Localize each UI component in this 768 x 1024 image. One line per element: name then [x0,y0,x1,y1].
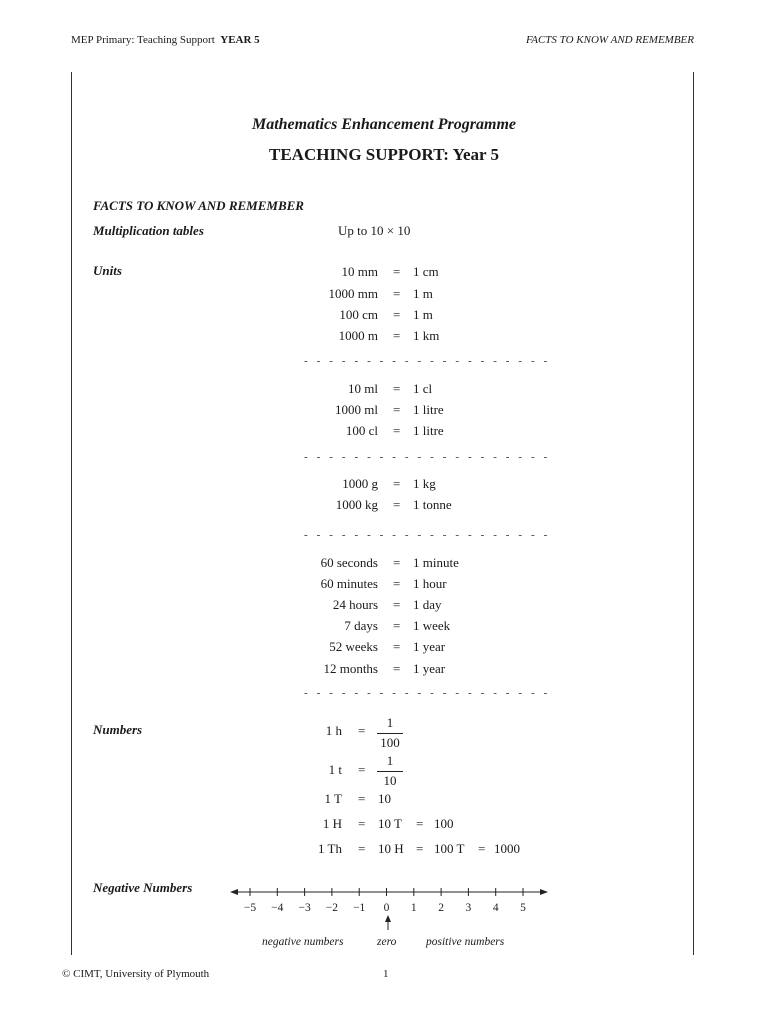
separator: - - - - - - - - - - - - - - - - - - - - [304,529,551,541]
unit-lhs: 52 weeks [329,639,378,654]
place-value-rhs: 10 [378,791,391,806]
multiplication-value: Up to 10 × 10 [338,223,411,238]
unit-eq: = [393,618,401,633]
fraction-numerator: 1 [386,753,394,768]
unit-rhs: 1 m [413,307,433,322]
unit-lhs: 12 months [323,661,378,676]
equals-sign: = [416,816,424,831]
unit-eq: = [393,597,401,612]
number-line [230,882,548,930]
multiplication-label: Multiplication tables [93,223,204,238]
header-series: MEP Primary: Teaching Support [71,34,215,46]
number-line-tick-label: −4 [271,902,284,914]
unit-eq: = [393,639,401,654]
equals-sign: = [358,723,366,738]
unit-lhs: 1000 ml [335,402,378,417]
unit-lhs: 1000 mm [328,286,378,301]
fraction-tenth [377,753,403,789]
page-title: Mathematics Enhancement Programme [251,116,516,133]
unit-rhs: 1 cm [413,264,439,279]
section-heading: FACTS TO KNOW AND REMEMBER [93,198,304,213]
right-arrow-icon [540,889,548,895]
unit-eq: = [393,423,401,438]
separator: - - - - - - - - - - - - - - - - - - - - [304,687,551,699]
units-label: Units [93,263,122,278]
unit-rhs: 1 litre [413,423,444,438]
place-value-lhs: 1 T [324,791,342,806]
header-year: YEAR 5 [220,34,260,46]
number-line-tick-label: −5 [243,902,257,914]
fraction-denominator: 100 [380,735,400,750]
unit-rhs: 1 day [413,597,442,612]
separator: - - - - - - - - - - - - - - - - - - - - [304,451,551,463]
number-line-tick-label: 3 [465,902,472,914]
unit-rhs: 1 year [413,639,446,654]
frame-right-rule [693,72,694,955]
unit-eq: = [393,307,401,322]
unit-lhs: 1000 m [338,328,378,343]
positive-numbers-caption: positive numbers [426,936,505,948]
equals-sign: = [478,841,486,856]
unit-rhs: 1 hour [413,576,447,591]
running-header-right: FACTS TO KNOW AND REMEMBER [525,34,694,46]
fraction-denominator: 10 [383,773,397,788]
unit-eq: = [393,402,401,417]
unit-lhs: 60 minutes [320,576,378,591]
unit-rhs: 1 m [413,286,433,301]
unit-eq: = [393,286,401,301]
place-value-rhs: 100 T [434,841,465,856]
place-value-lhs: 1 Th [318,841,342,856]
fraction-hundredth [377,715,403,751]
equals-sign: = [358,816,366,831]
unit-rhs: 1 kg [413,476,436,491]
equals-sign: = [416,841,424,856]
unit-lhs: 1000 kg [335,497,378,512]
unit-rhs: 1 cl [413,381,433,396]
unit-lhs: 7 days [344,618,378,633]
zero-caption: zero [377,936,397,948]
fraction-bar [377,733,403,734]
unit-lhs: 10 mm [341,264,378,279]
unit-rhs: 1 tonne [413,497,452,512]
running-header-left [71,34,260,46]
unit-eq: = [393,476,401,491]
unit-lhs: 10 ml [348,381,378,396]
place-value-rhs: 1000 [494,841,520,856]
up-arrow-icon [385,915,391,922]
number-line-tick-label: 5 [520,902,526,914]
separator: - - - - - - - - - - - - - - - - - - - - [304,355,551,367]
place-value-lhs: 1 h [325,723,342,738]
numbers-label: Numbers [93,722,143,737]
number-line-tick-label: −1 [353,902,366,914]
unit-rhs: 1 litre [413,402,444,417]
unit-lhs: 100 cl [345,423,378,438]
number-line-tick-label: 1 [410,902,417,914]
unit-lhs: 100 cm [339,307,378,322]
unit-eq: = [393,576,401,591]
place-value-rhs: 100 [434,816,454,831]
negative-numbers-caption: negative numbers [262,936,344,948]
equals-sign: = [358,762,366,777]
place-value-lhs: 1 H [322,816,342,831]
number-line-tick-label: −3 [298,902,311,914]
fraction-bar [377,771,403,772]
copyright: © CIMT, University of Plymouth [62,968,210,980]
left-arrow-icon [230,889,238,895]
unit-lhs: 60 seconds [320,555,378,570]
unit-eq: = [393,264,401,279]
number-line-tick-label: 4 [492,902,499,914]
number-line-tick-label: 0 [383,902,390,914]
frame-left-rule [71,72,72,955]
place-value-rhs: 10 T [378,816,402,831]
unit-eq: = [393,555,401,570]
unit-rhs: 1 year [413,661,446,676]
unit-eq: = [393,381,401,396]
unit-lhs: 24 hours [332,597,378,612]
equals-sign: = [358,791,366,806]
unit-lhs: 1000 g [342,476,378,491]
unit-eq: = [393,328,401,343]
unit-eq: = [393,497,401,512]
unit-rhs: 1 week [413,618,451,633]
number-line-tick-label: 2 [438,902,444,914]
page-number: 1 [383,968,389,980]
unit-rhs: 1 minute [413,555,459,570]
fraction-numerator: 1 [386,715,394,730]
page-subtitle: TEACHING SUPPORT: Year 5 [268,145,499,164]
negative-numbers-label: Negative Numbers [93,880,193,895]
place-value-lhs: 1 t [328,762,342,777]
number-line-tick-label: −2 [325,902,339,914]
unit-rhs: 1 km [413,328,440,343]
place-value-rhs: 10 H [378,841,404,856]
unit-eq: = [393,661,401,676]
equals-sign: = [358,841,366,856]
